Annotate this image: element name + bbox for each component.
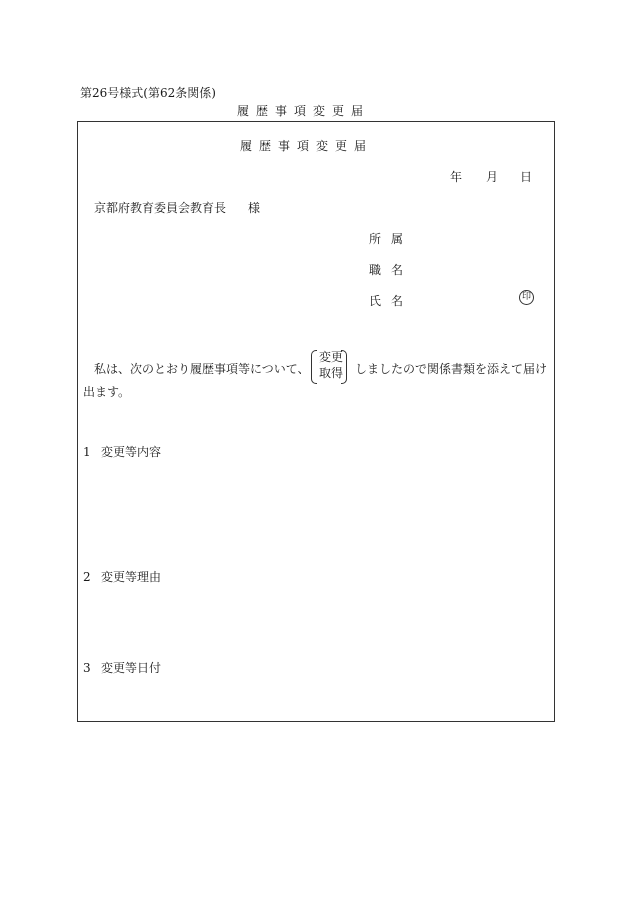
form-number: 第26号様式(第62条関係) xyxy=(80,86,216,100)
date-year-label: 年 xyxy=(450,170,463,184)
declaration-text-after: しましたので関係書類を添えて届け xyxy=(355,362,548,376)
section-number: 1 xyxy=(83,445,91,459)
declaration-text-continued: 出ます。 xyxy=(83,385,131,399)
section-number: 2 xyxy=(83,570,91,584)
section-number: 3 xyxy=(83,661,91,675)
left-bracket xyxy=(311,350,317,384)
right-bracket xyxy=(341,350,347,384)
document-title: 履歴事項変更届 xyxy=(237,104,371,118)
form-title: 履歴事項変更届 xyxy=(240,139,374,153)
section-label: 変更等内容 xyxy=(101,445,162,459)
date-day-label: 日 xyxy=(520,170,533,184)
choice-acquire: 取得 xyxy=(319,366,344,380)
declaration-text-before: 私は、次のとおり履歴事項等について、 xyxy=(94,362,310,376)
addressee-name: 京都府教育委員会教育長 xyxy=(94,201,227,215)
addressee xyxy=(94,199,260,216)
section-change-reason xyxy=(83,568,161,585)
addressee-honorific: 様 xyxy=(248,201,261,215)
section-change-content xyxy=(83,443,161,460)
section-change-date xyxy=(83,659,161,676)
section-label: 変更等理由 xyxy=(101,570,162,584)
seal-mark-icon: 印 xyxy=(519,290,534,305)
name-label: 氏名 xyxy=(369,294,414,308)
date-month-label: 月 xyxy=(486,170,499,184)
section-label: 変更等日付 xyxy=(101,661,162,675)
position-label: 職名 xyxy=(369,263,414,277)
choice-change: 変更 xyxy=(319,350,344,364)
affiliation-label: 所属 xyxy=(369,232,414,246)
choice-bracket xyxy=(311,350,347,382)
